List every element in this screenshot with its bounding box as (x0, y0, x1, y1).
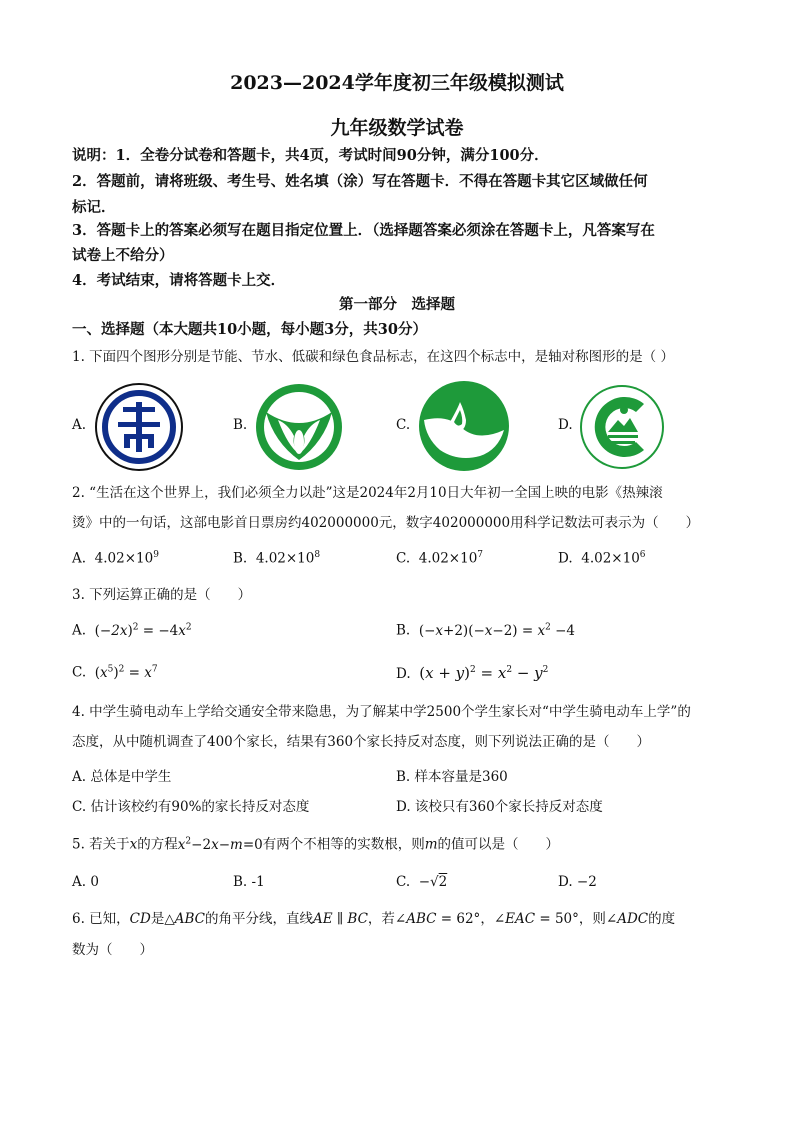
q2-option-c: C. $4.02\times 10^7$ (396, 550, 484, 567)
q2-option-b: B. $4.02\times 10^8$ (233, 550, 321, 567)
question-3-stem: 3. 下列运算正确的是（ ） (72, 587, 252, 603)
q4-option-b: B. 样本容量是360 (396, 769, 508, 785)
energy-saving-logo (94, 382, 184, 472)
q4-option-a: A. 总体是中学生 (72, 769, 172, 785)
q1-label-a: A. (72, 417, 87, 433)
question-1-stem: 1. 下面四个图形分别是节能、节水、低碳和绿色食品标志，在这四个标志中，是轴对称图形的是（ ） (72, 349, 674, 365)
note-line-4: 3．答题卡上的答案必须写在题目指定位置上．（选择题答案必须涂在答题卡上，凡答案写在 (72, 222, 655, 239)
q3-option-a: A. $(-2x)^2 = -4x^2$ (72, 622, 192, 639)
exam-title: 2023—2024学年度初三年级模拟测试 (230, 72, 564, 94)
note-line-2: 2．答题前，请将班级、考生号、姓名填（涂）写在答题卡．不得在答题卡其它区域做任何 (72, 173, 648, 190)
q5-option-a: A. 0 (72, 874, 99, 890)
q5-option-b: B. -1 (233, 874, 265, 890)
question-4-line-1: 4. 中学生骑电动车上学给交通安全带来隐患，为了解某中学2500个学生家长对“中学生骑电动车上学”的 (72, 704, 691, 720)
question-2-line-2: 烫》中的一句话，这部电影首日票房约402000000元，数字402000000用科学记数法可表示为（ ） (72, 515, 700, 531)
q2-option-a: A. $4.02\times 10^9$ (72, 550, 159, 567)
question-4-line-2: 态度，从中随机调查了400个家长，结果有360个家长持反对态度，则下列说法正确的是（ ） (72, 734, 651, 750)
q3-option-b: B. $(-x+2)(-x-2) = x^2 -4$ (396, 622, 576, 639)
note-line-1: 说明：1．全卷分试卷和答题卡，共4页，考试时间90分钟，满分100分． (72, 147, 549, 164)
question-6-line-1: 6. 已知，CD是△ABC的角平分线，直线AE ∥ BC，若∠ABC = 62°，∠EAC = 50°，则∠ADC的度 (72, 911, 676, 927)
q4-option-d: D. 该校只有360个家长持反对态度 (396, 799, 603, 815)
q1-label-d: D. (558, 417, 573, 433)
q5-option-d: D. −2 (558, 874, 597, 890)
note-line-3: 标记． (72, 199, 116, 216)
q4-option-c: C. 估计该校约有90%的家长持反对态度 (72, 799, 310, 815)
q3-option-d: D. $(x + y)^2 = x^2 - y^2$ (396, 664, 549, 682)
note-line-5: 试卷上不给分） (72, 247, 174, 264)
question-2-line-1: 2. “生活在这个世界上，我们必须全力以赴”这是2024年2月10日大年初一全国上映的电影《热辣滚 (72, 485, 663, 501)
question-5-stem: 5. 若关于x的方程$x^2-2x-m=0$有两个不相等的实数根，则m的值可以是（ ） (72, 836, 560, 853)
question-6-line-2: 数为（ ） (72, 942, 153, 958)
section-heading: 第一部分 选择题 (339, 296, 455, 313)
green-food-logo (580, 382, 664, 472)
q5-option-c: C. −√2 (396, 874, 448, 890)
low-carbon-logo (418, 380, 510, 472)
part-heading: 一、选择题（本大题共10小题，每小题3分，共30分） (72, 321, 427, 338)
q1-label-c: C. (396, 417, 411, 433)
q1-label-b: B. (233, 417, 248, 433)
exam-subtitle: 九年级数学试卷 (330, 117, 464, 139)
q2-option-d: D. $4.02\times 10^6$ (558, 550, 646, 567)
note-line-6: 4．考试结束，请将答题卡上交． (72, 272, 286, 289)
water-saving-logo (254, 382, 344, 472)
q3-option-c: C. $(x^5)^2 = x^7$ (72, 664, 158, 681)
